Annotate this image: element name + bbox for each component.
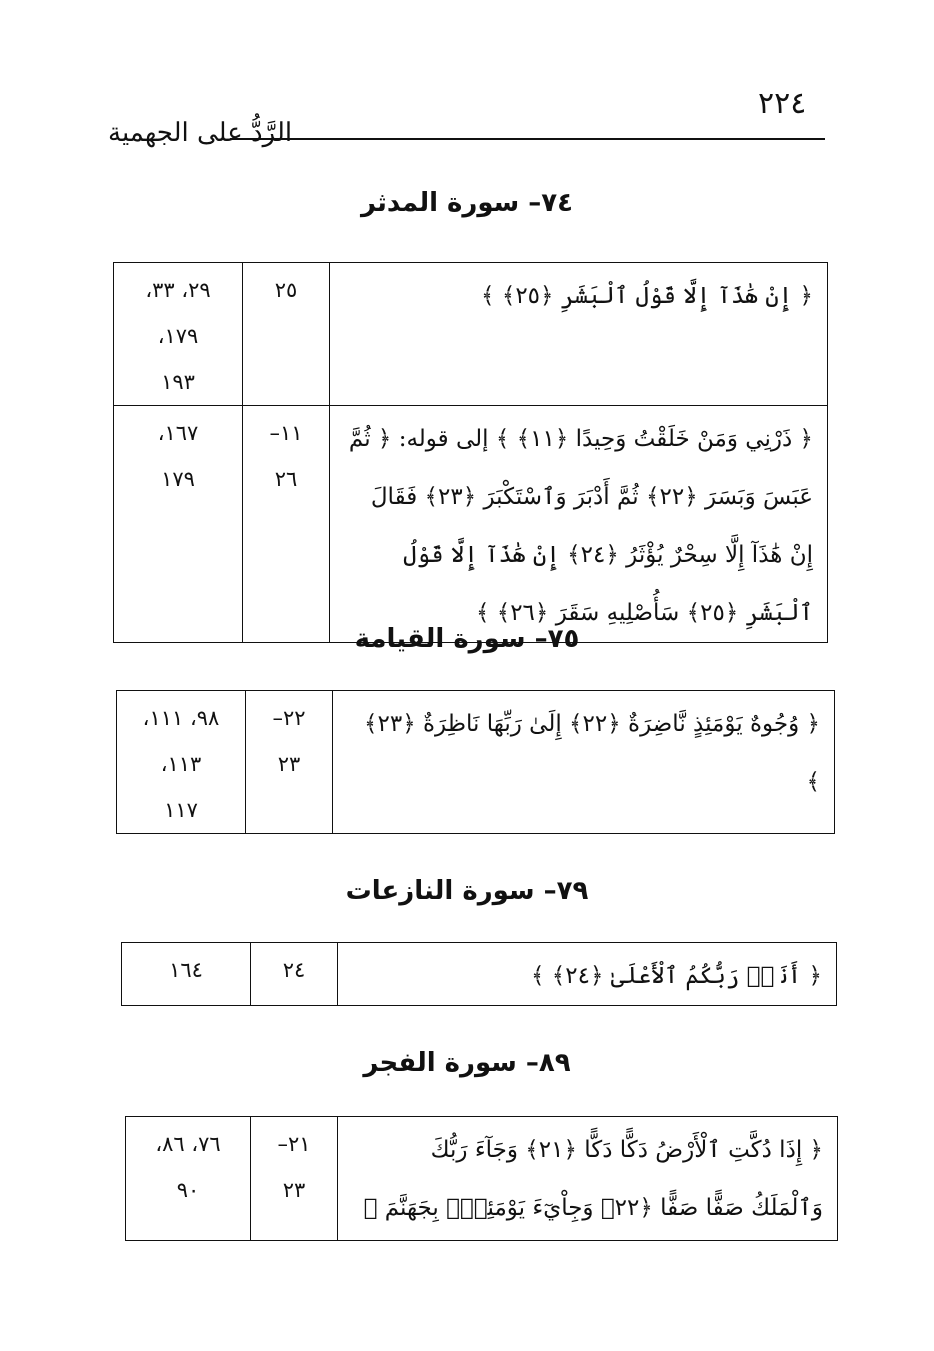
table-row xyxy=(114,263,828,406)
verse-number-cell: ٢٢– ٢٣ xyxy=(246,691,333,834)
page-refs-cell: ١٦٤ xyxy=(122,943,251,1006)
verses-table-qiyamah xyxy=(116,690,835,834)
header-rule xyxy=(230,138,825,140)
verse-number-cell: ٢١– ٢٣ xyxy=(251,1117,338,1241)
ayah-cell: ﴿ وُجُوهٌ يَوْمَئِذٍ نَّاضِرَةٌ ﴿٢٢﴾ إِلَىٰ رَبِّهَا نَاظِرَةٌ ﴿٢٣﴾ ﴾ xyxy=(333,691,835,834)
table-row xyxy=(126,1117,838,1241)
table-row xyxy=(117,691,835,834)
verse-number-cell: ١١– ٢٦ xyxy=(243,406,330,643)
page-refs-cell: ١٦٧، ١٧٩ xyxy=(114,406,243,643)
verse-number-cell: ٢٥ xyxy=(243,263,330,406)
surah-title-muddaththir: ٧٤– سورة المدثر xyxy=(360,188,574,218)
verses-table-muddaththir xyxy=(113,262,828,643)
verses-table-fajr xyxy=(125,1116,838,1241)
page-refs-cell: ٢٩، ٣٣، ١٧٩، ١٩٣ xyxy=(114,263,243,406)
page-refs-cell: ٩٨، ١١١، ١١٣، ١١٧ xyxy=(117,691,246,834)
table-row xyxy=(114,406,828,643)
page-number: ٢٢٤ xyxy=(758,86,807,121)
ayah-cell: ﴿ أَنَا۠ رَبُّكُمُ ٱلْأَعْلَىٰ ﴿٢٤﴾ ﴾ xyxy=(338,943,837,1006)
verse-number-cell: ٢٤ xyxy=(251,943,338,1006)
table-row xyxy=(122,943,837,1006)
surah-title-qiyamah: ٧٥– سورة القيامة xyxy=(354,624,580,654)
ayah-cell: ﴿ إِنْ هَٰذَآ إِلَّا قَوْلُ ٱلْبَشَرِ ﴿٢٥﴾ ﴾ xyxy=(330,263,828,406)
page-refs-cell: ٧٦، ٨٦، ٩٠ xyxy=(126,1117,251,1241)
surah-title-naziat: ٧٩– سورة النازعات xyxy=(345,876,589,906)
running-title: الرَّدُّ على الجهمية xyxy=(108,118,293,148)
verses-table-naziat xyxy=(121,942,837,1006)
surah-title-fajr: ٨٩– سورة الفجر xyxy=(363,1048,571,1078)
ayah-cell: ﴿ ذَرْنِي وَمَنْ خَلَقْتُ وَحِيدًا ﴿١١﴾ ﴾ إلى قوله: ﴿ ثُمَّ عَبَسَ وَبَسَرَ ﴿٢٢﴾ ثُمَّ أَدْبَرَ وَٱسْتَكْبَرَ ﴿٢٣﴾ فَقَالَ إِنْ هَٰذَآ إِلَّا سِحْرٌ يُؤْثَرُ ﴿٢٤﴾ إِنْ هَٰذَآ إِلَّا قَوْلُ ٱلْبَشَرِ ﴿٢٥﴾ سَأُصْلِيهِ سَقَرَ ﴿٢٦﴾ ﴾ xyxy=(330,406,828,643)
ayah-cell: ﴿ إِذَا دُكَّتِ ٱلْأَرْضُ دَكًّا دَكًّا ﴿٢١﴾ وَجَآءَ رَبُّكَ وَٱلْمَلَكُ صَفًّا صَفًّا ﴿٢٢﴾ وَجِاْيٓءَ يَوْمَئِذٍۭ بِجَهَنَّمَ ﴾ xyxy=(338,1117,838,1241)
